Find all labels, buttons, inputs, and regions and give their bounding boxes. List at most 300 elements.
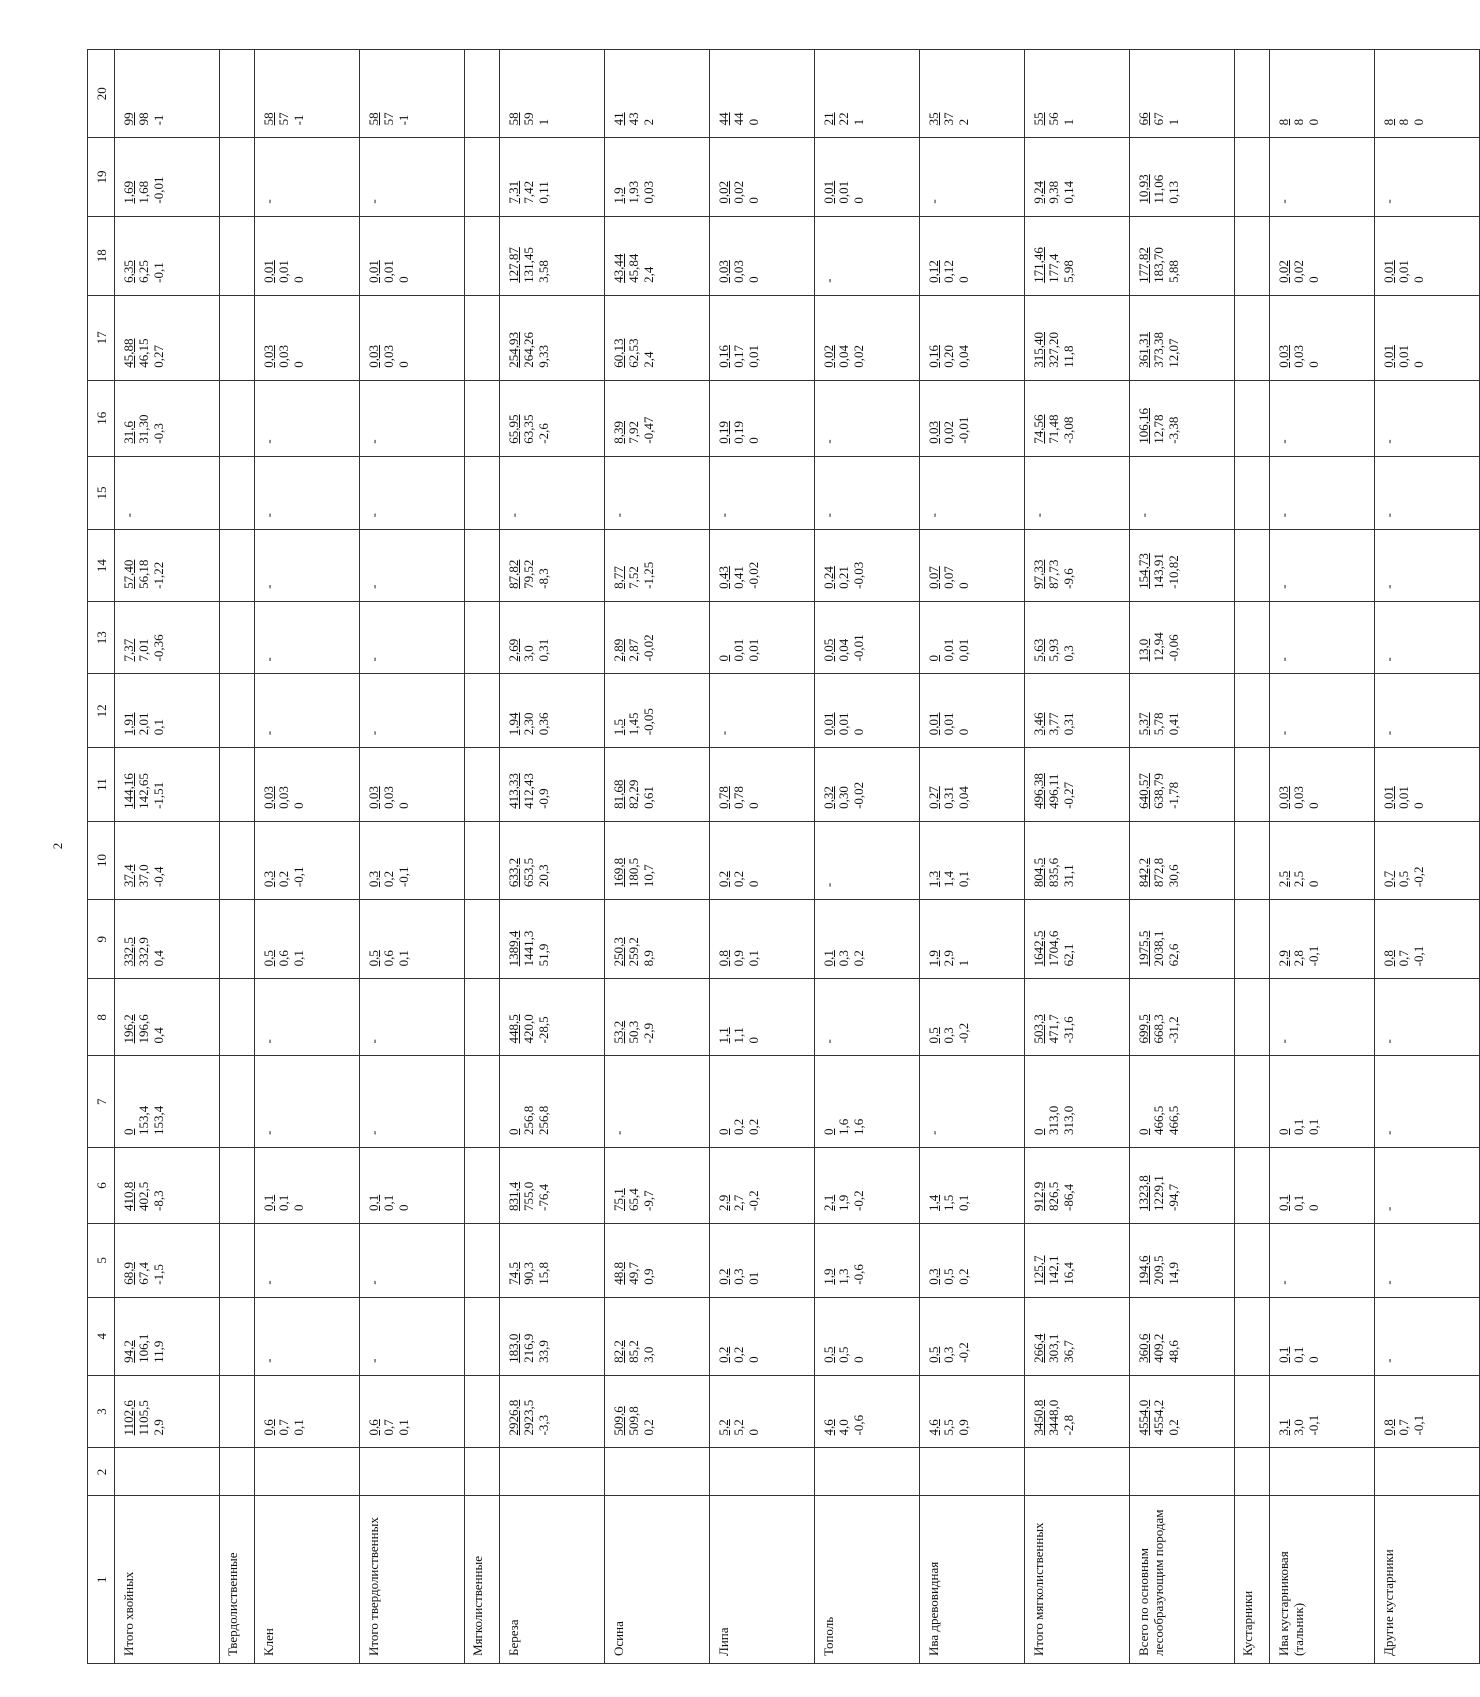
difference-value: 0,01 <box>746 345 761 368</box>
dash-value: - <box>261 584 276 589</box>
value-cell <box>815 456 920 530</box>
dash-value: - <box>1381 1039 1396 1044</box>
value-cell <box>920 1148 1025 1224</box>
value-cell <box>115 821 220 899</box>
value-cell <box>710 1297 815 1375</box>
species-name: Тополь <box>815 1496 920 1664</box>
previous-value: 633,2 <box>506 857 521 888</box>
difference-value: -0,2 <box>851 1190 866 1211</box>
value-cell <box>1375 216 1480 295</box>
current-value: 409,2 <box>1151 1333 1166 1363</box>
difference-value: 0,2 <box>641 1419 656 1436</box>
difference-value: 0 <box>746 802 761 809</box>
value-cell <box>360 601 465 674</box>
difference-value: 0,2 <box>1166 1419 1181 1436</box>
previous-value: 5,2 <box>716 1419 731 1436</box>
group-label: Кустарники <box>1235 1496 1270 1664</box>
empty-cell <box>220 1297 255 1375</box>
previous-value: 8 <box>1381 118 1396 126</box>
difference-value: -0,02 <box>851 781 866 809</box>
dash-value: - <box>1381 1358 1396 1363</box>
previous-value: 44 <box>716 112 731 126</box>
value-cell <box>1375 530 1480 601</box>
difference-value: -0,9 <box>536 788 551 809</box>
value-cell <box>500 216 605 295</box>
dash-value: - <box>261 1358 276 1363</box>
current-value: 471,7 <box>1046 1014 1061 1044</box>
previous-value: 37,4 <box>121 864 136 888</box>
difference-value: 0,4 <box>151 1027 166 1044</box>
value-cell <box>1130 456 1235 530</box>
current-value: 5,93 <box>1046 638 1061 662</box>
previous-value: 35 <box>926 112 941 126</box>
dash-value: - <box>821 882 836 888</box>
current-value: 0,03 <box>276 345 291 368</box>
previous-value: 0,02 <box>821 345 836 368</box>
value-cell <box>255 748 360 822</box>
previous-value: 1,9 <box>926 950 941 967</box>
previous-value: 0,8 <box>1381 950 1396 967</box>
group-row <box>1235 50 1270 1664</box>
empty-cell <box>255 1448 360 1496</box>
group-label: Твердолиственные <box>220 1496 255 1664</box>
table-row <box>920 50 1025 1664</box>
empty-cell <box>465 1375 500 1448</box>
previous-value: 0,2 <box>716 1346 731 1363</box>
value-cell <box>815 1148 920 1224</box>
current-value: 0,41 <box>731 566 746 589</box>
current-value: 85,2 <box>626 1340 641 1363</box>
current-value: 509,8 <box>626 1406 641 1436</box>
current-value: 59 <box>521 112 536 126</box>
value-cell <box>1130 50 1235 138</box>
previous-value: 0,3 <box>366 870 381 888</box>
difference-value: 0 <box>746 437 761 444</box>
difference-value: -0,27 <box>1061 781 1076 809</box>
previous-value: 0,3 <box>261 870 276 888</box>
value-cell <box>500 456 605 530</box>
table-row <box>1270 50 1375 1664</box>
empty-cell <box>1025 1448 1130 1496</box>
current-value: 2,87 <box>626 638 641 662</box>
current-value: 82,29 <box>626 779 641 809</box>
dash-value: - <box>121 513 136 518</box>
current-value: 2,5 <box>1291 870 1306 888</box>
current-value: 0,2 <box>731 1346 746 1363</box>
difference-value: 0,1 <box>1306 1118 1321 1136</box>
empty-cell <box>220 979 255 1056</box>
empty-cell <box>1235 530 1270 601</box>
value-cell <box>605 295 710 380</box>
current-value: 0,03 <box>1291 786 1306 809</box>
difference-value: 0,3 <box>1061 645 1076 662</box>
value-cell <box>1025 50 1130 138</box>
previous-value: 7,37 <box>121 638 136 662</box>
difference-value: 0,1 <box>291 1419 306 1436</box>
difference-value: 1,6 <box>851 1118 866 1136</box>
current-value: 209,5 <box>1151 1255 1166 1285</box>
dash-value: - <box>261 513 276 518</box>
dash-value: - <box>261 657 276 662</box>
table-row <box>710 50 815 1664</box>
dash-value: - <box>611 1130 626 1136</box>
empty-cell <box>115 1448 220 1496</box>
empty-cell <box>1235 900 1270 979</box>
value-cell <box>115 1223 220 1297</box>
value-cell <box>920 380 1025 456</box>
previous-value: 0,1 <box>366 1194 381 1211</box>
value-cell <box>920 138 1025 216</box>
current-value: 46,15 <box>136 338 151 368</box>
previous-value: 4,6 <box>926 1419 941 1436</box>
value-cell <box>710 295 815 380</box>
current-value: 5,5 <box>941 1419 956 1436</box>
previous-value: 254,93 <box>506 332 521 368</box>
value-cell <box>815 1297 920 1375</box>
empty-cell <box>500 1448 605 1496</box>
dash-value: - <box>1381 584 1396 589</box>
value-cell <box>815 1375 920 1448</box>
difference-value: -0,6 <box>851 1264 866 1285</box>
empty-cell <box>1235 216 1270 295</box>
header-row <box>88 50 115 1664</box>
column-number-header: 13 <box>88 601 115 674</box>
value-cell <box>920 1297 1025 1375</box>
value-cell <box>1025 1223 1130 1297</box>
difference-value: -0,3 <box>151 423 166 444</box>
previous-value: 1,69 <box>121 180 136 204</box>
empty-cell <box>220 1448 255 1496</box>
current-value: 0,78 <box>731 786 746 809</box>
previous-value: 1642,5 <box>1031 930 1046 967</box>
page-number: 2 <box>50 842 65 850</box>
difference-value: 0 <box>746 197 761 204</box>
current-value: 5,78 <box>1151 712 1166 736</box>
value-cell <box>920 456 1025 530</box>
previous-value: 0,43 <box>716 566 731 589</box>
value-cell <box>1130 295 1235 380</box>
current-value: 0,21 <box>836 566 851 589</box>
current-value: 1,6 <box>836 1118 851 1136</box>
value-cell <box>500 1223 605 1297</box>
value-cell <box>1375 1375 1480 1448</box>
previous-value: 5,37 <box>1136 712 1151 736</box>
value-cell <box>500 1148 605 1224</box>
current-value: 0,1 <box>1291 1194 1306 1211</box>
previous-value: 2,1 <box>821 1194 836 1211</box>
difference-value: -0,02 <box>746 561 761 589</box>
current-value: 0,01 <box>1396 345 1411 368</box>
empty-cell <box>1235 295 1270 380</box>
value-cell <box>920 601 1025 674</box>
current-value: 4554,2 <box>1151 1399 1166 1436</box>
value-cell <box>605 1223 710 1297</box>
value-cell <box>1375 1223 1480 1297</box>
previous-value: 13,0 <box>1136 638 1151 662</box>
previous-value: 58 <box>366 112 381 126</box>
current-value: 0,04 <box>836 638 851 662</box>
previous-value: 99 <box>121 112 136 126</box>
current-value: 50,3 <box>626 1020 641 1044</box>
empty-cell <box>1235 1297 1270 1375</box>
previous-value: 3,1 <box>1276 1419 1291 1436</box>
previous-value: 41 <box>611 112 626 126</box>
value-cell <box>360 821 465 899</box>
species-name: Итого хвойных <box>115 1496 220 1664</box>
previous-value: 831,4 <box>506 1181 521 1211</box>
current-value: 56 <box>1046 112 1061 126</box>
difference-value: 0 <box>1411 276 1426 283</box>
difference-value: 1 <box>1061 118 1076 126</box>
column-number-header: 18 <box>88 216 115 295</box>
value-cell <box>255 979 360 1056</box>
difference-value: -31,6 <box>1061 1016 1076 1044</box>
value-cell <box>710 530 815 601</box>
value-cell <box>1270 456 1375 530</box>
value-cell <box>255 1375 360 1448</box>
empty-cell <box>465 380 500 456</box>
difference-value: 62,1 <box>1061 943 1076 967</box>
empty-cell <box>1235 821 1270 899</box>
current-value: 0,03 <box>276 786 291 809</box>
dash-value: - <box>1381 513 1396 518</box>
value-cell <box>255 1223 360 1297</box>
dash-value: - <box>926 199 941 204</box>
previous-value: 125,7 <box>1031 1255 1046 1285</box>
current-value: 8 <box>1291 118 1306 126</box>
current-value: 37,0 <box>136 864 151 888</box>
group-row <box>465 50 500 1664</box>
previous-value: 127,87 <box>506 247 521 283</box>
empty-cell <box>220 50 255 138</box>
value-cell <box>1130 979 1235 1056</box>
difference-value: -0,2 <box>1411 866 1426 888</box>
column-number-header: 3 <box>88 1375 115 1448</box>
value-cell <box>605 1056 710 1148</box>
previous-value: 0,32 <box>821 786 836 809</box>
difference-value: 0 <box>291 1204 306 1211</box>
previous-value: 360,6 <box>1136 1333 1151 1363</box>
current-value: 2038,1 <box>1151 930 1166 967</box>
difference-value: -1 <box>396 114 411 126</box>
value-cell <box>1130 900 1235 979</box>
difference-value: -2,6 <box>536 423 551 444</box>
difference-value: -0,2 <box>956 1342 971 1363</box>
dash-value: - <box>821 278 836 283</box>
previous-value: 1,4 <box>926 1194 941 1211</box>
current-value: 63,35 <box>521 414 536 444</box>
previous-value: 0,12 <box>926 260 941 283</box>
previous-value: 0,03 <box>926 420 941 444</box>
previous-value: 503,3 <box>1031 1014 1046 1044</box>
current-value: 0,12 <box>941 260 956 283</box>
value-cell <box>920 295 1025 380</box>
current-value: 0,04 <box>836 345 851 368</box>
current-value: 0,3 <box>731 1268 746 1285</box>
difference-value: 0,02 <box>851 345 866 368</box>
previous-value: 0,03 <box>366 345 381 368</box>
current-value: 22 <box>836 112 851 126</box>
value-cell <box>1025 380 1130 456</box>
value-cell <box>360 1297 465 1375</box>
value-cell <box>360 1375 465 1448</box>
value-cell <box>115 1148 220 1224</box>
value-cell <box>1375 900 1480 979</box>
empty-cell <box>220 601 255 674</box>
dash-value: - <box>366 1280 381 1285</box>
difference-value: 0,01 <box>746 638 761 662</box>
difference-value: 0,27 <box>151 345 166 368</box>
value-cell <box>115 216 220 295</box>
empty-cell <box>1235 748 1270 822</box>
value-cell <box>815 979 920 1056</box>
value-cell <box>1130 601 1235 674</box>
difference-value: -0,01 <box>151 176 166 204</box>
difference-value: 51,9 <box>536 943 551 967</box>
difference-value: 0,1 <box>396 950 411 967</box>
previous-value: 0,5 <box>366 950 381 967</box>
difference-value: -0,2 <box>956 1022 971 1044</box>
current-value: 0,01 <box>1396 786 1411 809</box>
difference-value: 153,4 <box>151 1105 166 1136</box>
previous-value: 4,6 <box>821 1419 836 1436</box>
group-label: Мягколиственные <box>465 1496 500 1664</box>
current-value: 3,0 <box>1291 1419 1306 1436</box>
difference-value: 0,13 <box>1166 180 1181 204</box>
difference-value: 12,07 <box>1166 338 1181 368</box>
value-cell <box>1375 821 1480 899</box>
difference-value: -0,1 <box>1306 945 1321 967</box>
difference-value: 0 <box>291 802 306 809</box>
current-value: 1,3 <box>836 1268 851 1285</box>
current-value: 106,1 <box>136 1333 151 1363</box>
value-cell <box>360 295 465 380</box>
current-value: 153,4 <box>136 1105 151 1136</box>
difference-value: 1 <box>956 959 971 967</box>
previous-value: 804,5 <box>1031 857 1046 888</box>
dash-value: - <box>1276 1039 1291 1044</box>
difference-value: 0,1 <box>956 870 971 888</box>
difference-value: 0,01 <box>956 638 971 662</box>
difference-value: 0,11 <box>536 181 551 204</box>
value-cell <box>360 530 465 601</box>
current-value: 653,5 <box>521 857 536 888</box>
previous-value: 0,16 <box>716 345 731 368</box>
previous-value: 1,9 <box>821 1268 836 1285</box>
current-value: 71,48 <box>1046 414 1061 444</box>
difference-value: -2,8 <box>1061 1414 1076 1436</box>
difference-value: -28,5 <box>536 1016 551 1044</box>
value-cell <box>605 530 710 601</box>
previous-value: 0 <box>1276 1128 1291 1136</box>
current-value: 12,94 <box>1151 632 1166 662</box>
value-cell <box>255 1297 360 1375</box>
current-value: 7,42 <box>521 180 536 204</box>
table-row <box>255 50 360 1664</box>
value-cell <box>605 674 710 748</box>
column-number-header: 17 <box>88 295 115 380</box>
previous-value: 0,5 <box>926 1027 941 1044</box>
previous-value: 509,6 <box>611 1406 626 1436</box>
difference-value: 0 <box>1306 802 1321 809</box>
current-value: 45,84 <box>626 253 641 283</box>
difference-value: 0 <box>1411 361 1426 368</box>
current-value: 0,7 <box>1396 1419 1411 1436</box>
species-name: Итого твердолиственных <box>360 1496 465 1664</box>
value-cell <box>500 1297 605 1375</box>
current-value: 1704,6 <box>1046 930 1061 967</box>
value-cell <box>710 1148 815 1224</box>
previous-value: 842,2 <box>1136 857 1151 888</box>
dash-value: - <box>1276 657 1291 662</box>
previous-value: 1102,6 <box>121 1400 136 1436</box>
difference-value: -1,78 <box>1166 781 1181 809</box>
difference-value: 8,9 <box>641 950 656 967</box>
difference-value: -1,51 <box>151 781 166 809</box>
species-name: Ива древовидная <box>920 1496 1025 1664</box>
current-value: 2,7 <box>731 1194 746 1211</box>
empty-cell <box>1235 1448 1270 1496</box>
difference-value: 0,04 <box>956 786 971 809</box>
empty-cell <box>465 295 500 380</box>
current-value: 0,6 <box>381 950 396 967</box>
current-value: 0,2 <box>276 870 291 888</box>
previous-value: 65,95 <box>506 414 521 444</box>
difference-value: 0,9 <box>641 1268 656 1285</box>
species-name: Липа <box>710 1496 815 1664</box>
value-cell <box>255 380 360 456</box>
dash-value: - <box>1031 513 1046 518</box>
difference-value: 0 <box>1306 276 1321 283</box>
previous-value: 82,2 <box>611 1340 626 1363</box>
current-value: 0,1 <box>1291 1346 1306 1363</box>
value-cell <box>500 900 605 979</box>
current-value: 56,18 <box>136 559 151 589</box>
empty-cell <box>465 216 500 295</box>
previous-value: 0 <box>926 654 941 662</box>
value-cell <box>1025 601 1130 674</box>
column-number-header: 12 <box>88 674 115 748</box>
difference-value: 0,1 <box>396 1419 411 1436</box>
value-cell <box>1025 295 1130 380</box>
dash-value: - <box>1381 439 1396 444</box>
value-cell <box>1025 900 1130 979</box>
current-value: 5,2 <box>731 1419 746 1436</box>
current-value: 79,52 <box>521 559 536 589</box>
previous-value: 58 <box>261 112 276 126</box>
value-cell <box>360 1148 465 1224</box>
previous-value: 1389,4 <box>506 930 521 967</box>
previous-value: 194,6 <box>1136 1255 1151 1285</box>
previous-value: 0,03 <box>261 786 276 809</box>
value-cell <box>255 295 360 380</box>
empty-cell <box>220 530 255 601</box>
current-value: 4,0 <box>836 1419 851 1436</box>
current-value: 1,93 <box>626 180 641 204</box>
previous-value: 0,2 <box>716 1268 731 1285</box>
difference-value: 0,1 <box>746 950 761 967</box>
value-cell <box>1130 1375 1235 1448</box>
dash-value: - <box>366 730 381 736</box>
difference-value: -0,05 <box>641 708 656 736</box>
table-row <box>1025 50 1130 1664</box>
dash-value: - <box>506 513 521 518</box>
difference-value: -0,1 <box>1411 945 1426 967</box>
value-cell <box>360 138 465 216</box>
value-cell <box>1270 601 1375 674</box>
previous-value: 0,03 <box>366 786 381 809</box>
current-value: 2,9 <box>941 950 956 967</box>
